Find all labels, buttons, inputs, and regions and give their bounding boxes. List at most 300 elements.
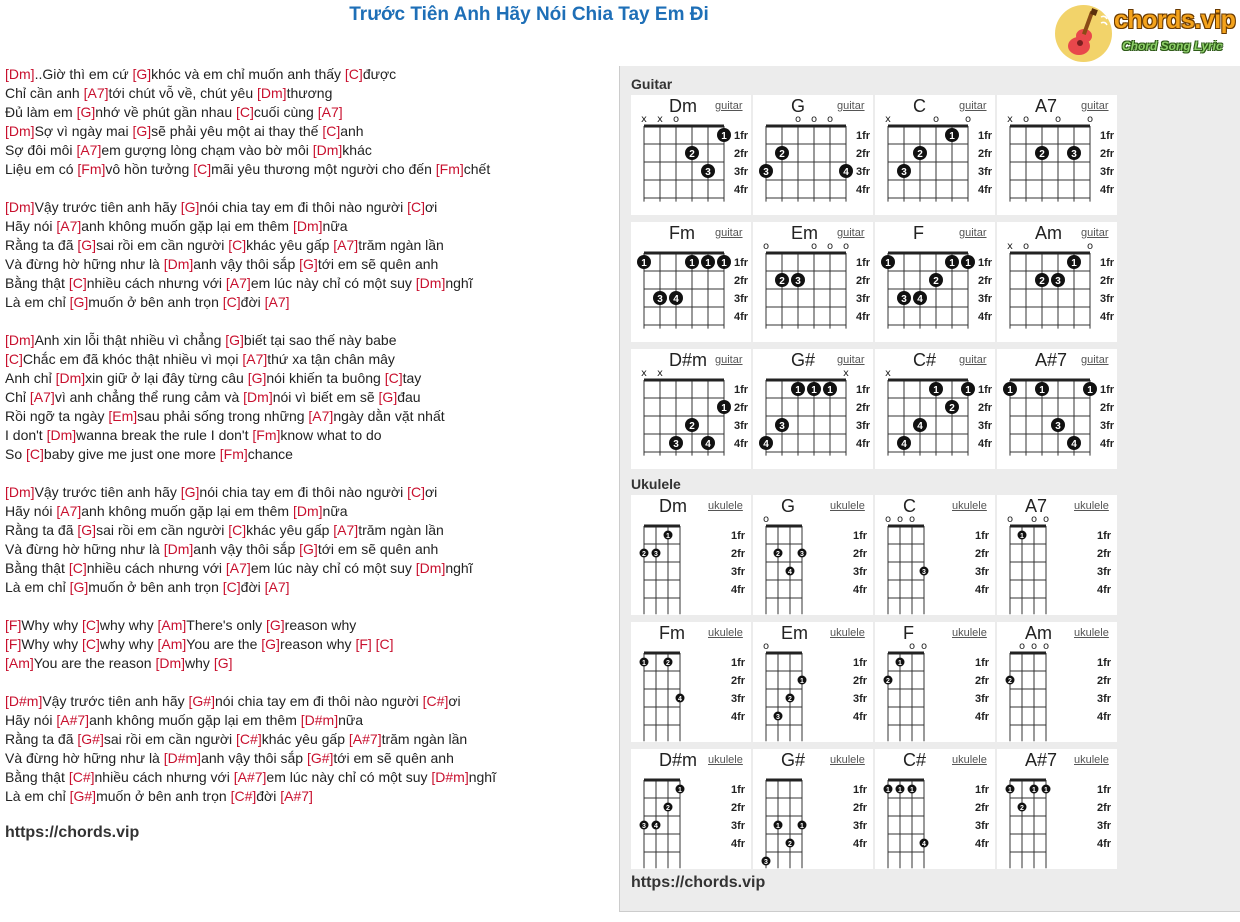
chord-tag[interactable]: [G] — [299, 256, 318, 272]
lyric-text: Hãy nói — [5, 503, 57, 519]
lyric-text: Liệu em có — [5, 161, 78, 177]
chord-chart — [753, 95, 873, 215]
lyric-line — [5, 65, 615, 84]
lyric-text: khác yêu gấp — [246, 522, 334, 538]
instrument-link[interactable]: guitar — [1081, 100, 1109, 112]
chord-diagram-dm-guitar[interactable] — [631, 95, 751, 215]
chord-tag[interactable]: [Dm] — [257, 85, 287, 101]
lyric-text: Rằng ta đã — [5, 237, 78, 253]
finger-number: 1 — [811, 385, 817, 396]
chord-tag[interactable]: [C] — [344, 66, 363, 82]
chord-tag[interactable]: [C] — [228, 522, 247, 538]
instrument-link[interactable]: ukulele — [708, 627, 743, 639]
chord-tag[interactable]: [G] — [132, 123, 152, 139]
chord-name: A#7 — [1035, 350, 1068, 370]
chord-diagram-g-guitar[interactable] — [753, 95, 873, 215]
chord-diagram-f-guitar[interactable] — [875, 222, 995, 342]
lyric-text: anh không muốn gặp lại em thêm — [81, 218, 293, 234]
chord-tag[interactable]: [C] — [407, 199, 425, 215]
chord-chart — [875, 222, 995, 342]
open-string-marker: o — [810, 241, 818, 252]
chord-tag[interactable]: [A7] — [29, 389, 55, 405]
chord-tag[interactable]: [G#] — [306, 750, 334, 766]
instrument-link[interactable]: guitar — [959, 227, 987, 239]
lyric-text: cuối cùng — [253, 104, 318, 120]
chord-tag[interactable]: [Am] — [157, 617, 187, 633]
lyric-text: nói chia tay em đi thôi nào người — [199, 484, 408, 500]
chord-chart — [997, 95, 1117, 215]
chord-chart — [997, 749, 1117, 869]
fret-label: 4fr — [975, 838, 990, 850]
chord-diagram-am-ukulele[interactable] — [997, 622, 1117, 742]
chord-tag[interactable]: [C] — [26, 446, 44, 462]
stanza-gap — [5, 179, 615, 198]
muted-string-marker: x — [641, 114, 647, 125]
instrument-link[interactable]: guitar — [715, 227, 743, 239]
muted-string-marker: x — [641, 368, 647, 379]
finger-number: 3 — [779, 421, 785, 432]
fret-label: 1fr — [856, 384, 871, 396]
instrument-link[interactable]: guitar — [1081, 354, 1109, 366]
lyric-text: why why — [99, 636, 158, 652]
instrument-link[interactable]: guitar — [715, 100, 743, 112]
chord-tag[interactable]: [D#m] — [163, 750, 202, 766]
chord-tag[interactable]: [A#7] — [56, 712, 90, 728]
lyric-text: Why why — [21, 617, 83, 633]
chord-tag[interactable]: [G] — [132, 66, 152, 82]
site-logo[interactable] — [1054, 2, 1240, 64]
chord-diagram-asharp7-ukulele[interactable] — [997, 749, 1117, 869]
chord-tag[interactable]: [Dm] — [5, 332, 35, 348]
chord-diagram-dsharpm-guitar[interactable] — [631, 349, 751, 469]
fret-label: 2fr — [978, 402, 993, 414]
finger-number: 3 — [642, 823, 646, 830]
panel-url[interactable]: https://chords.vip — [631, 874, 766, 891]
lyric-text: Và đừng hờ hững như là — [5, 541, 164, 557]
chord-diagram-em-ukulele[interactable] — [753, 622, 873, 742]
lyric-text: nói khiến ta buông — [266, 370, 385, 386]
open-string-marker: o — [884, 514, 892, 525]
chord-name: G — [781, 496, 796, 516]
chord-chart — [631, 95, 751, 215]
chord-tag[interactable]: [C] — [5, 351, 23, 367]
finger-number: 3 — [1055, 276, 1061, 287]
finger-number: 2 — [788, 841, 792, 848]
lyric-text: Và đừng hờ hững như là — [5, 256, 164, 272]
chord-diagram-c-ukulele[interactable] — [875, 495, 995, 615]
chord-diagram-f-ukulele[interactable] — [875, 622, 995, 742]
lyric-text: Đủ làm em — [5, 104, 77, 120]
fret-label: 1fr — [731, 530, 746, 542]
chord-diagram-c-guitar[interactable] — [875, 95, 995, 215]
chord-chart — [753, 349, 873, 469]
finger-number: 3 — [795, 276, 801, 287]
lyric-text: anh — [340, 123, 364, 139]
chord-tag[interactable]: [A7] — [317, 104, 343, 120]
finger-number: 4 — [917, 294, 923, 305]
chord-diagram-gsharp-ukulele[interactable] — [753, 749, 873, 869]
fret-label: 3fr — [1100, 166, 1115, 178]
fret-label: 1fr — [978, 130, 993, 142]
chord-tag[interactable]: [G] — [247, 370, 267, 386]
lyric-line — [5, 331, 615, 350]
chord-tag[interactable]: [C#] — [236, 731, 262, 747]
stanza-gap — [5, 673, 615, 692]
lyric-text: Hãy nói — [5, 712, 57, 728]
instrument-link[interactable]: ukulele — [1074, 754, 1109, 766]
lyric-line — [5, 654, 615, 673]
lyric-line — [5, 635, 615, 654]
chord-tag[interactable]: [Dm] — [5, 484, 35, 500]
chord-name: F — [913, 223, 924, 243]
chord-tag[interactable]: [C] — [193, 161, 212, 177]
ukulele-heading: Ukulele — [631, 476, 681, 492]
fret-label: 1fr — [1097, 657, 1112, 669]
chord-name: C — [903, 496, 916, 516]
lyric-text: xin giữ ở lại đây từng câu — [85, 370, 248, 386]
chord-tag[interactable]: [A7] — [308, 408, 334, 424]
lyric-line — [5, 160, 615, 179]
finger-number: 1 — [795, 385, 801, 396]
chord-tag[interactable]: [Dm] — [5, 66, 35, 82]
fret-label: 4fr — [1097, 584, 1112, 596]
lyric-line — [5, 768, 615, 787]
chord-tag[interactable]: [Dm] — [5, 199, 35, 215]
instrument-link[interactable]: ukulele — [708, 754, 743, 766]
chord-tag[interactable]: [C] — [222, 294, 241, 310]
chord-tag[interactable]: [Dm] — [55, 370, 86, 386]
muted-string-marker: x — [1007, 241, 1013, 252]
fret-label: 1fr — [856, 257, 871, 269]
lyric-text: why why — [99, 617, 158, 633]
fret-label: 4fr — [1097, 711, 1112, 723]
instrument-link[interactable]: guitar — [837, 354, 865, 366]
chord-tag[interactable]: [C] — [82, 617, 100, 633]
chord-chart — [875, 349, 995, 469]
fret-label: 1fr — [731, 784, 746, 796]
chord-tag[interactable]: [G] — [77, 237, 97, 253]
fret-label: 4fr — [853, 838, 868, 850]
chord-tag[interactable]: [C] — [82, 636, 100, 652]
finger-number: 1 — [1032, 787, 1036, 794]
fret-label: 3fr — [734, 166, 749, 178]
chord-tag[interactable]: [C] — [407, 484, 425, 500]
chord-tag[interactable]: [A7] — [56, 218, 82, 234]
fret-label: 3fr — [975, 820, 990, 832]
chord-tag[interactable]: [A7] — [333, 522, 359, 538]
fret-label: 3fr — [1097, 820, 1112, 832]
finger-number: 1 — [827, 385, 833, 396]
chord-name: A7 — [1025, 496, 1048, 516]
chord-tag[interactable]: [F] — [355, 636, 372, 652]
chord-chart — [753, 495, 873, 615]
chord-tag[interactable]: [Dm] — [415, 275, 446, 291]
open-string-marker: o — [1022, 241, 1030, 252]
chord-chart — [631, 349, 751, 469]
fret-label: 1fr — [1100, 384, 1115, 396]
chord-tag[interactable]: [G] — [180, 484, 200, 500]
chord-diagram-a7-guitar[interactable] — [997, 95, 1117, 215]
instrument-link[interactable]: ukulele — [708, 500, 743, 512]
chord-tag[interactable]: [Fm] — [219, 446, 248, 462]
lyric-text: Hãy nói — [5, 218, 57, 234]
chord-tag[interactable]: [D#m] — [300, 712, 339, 728]
fret-label: 1fr — [1097, 530, 1112, 542]
chord-diagram-gsharp-guitar[interactable] — [753, 349, 873, 469]
fret-label: 4fr — [731, 584, 746, 596]
instrument-link[interactable]: ukulele — [952, 500, 987, 512]
chord-tag[interactable]: [G] — [69, 294, 89, 310]
chord-tag[interactable]: [A#7] — [233, 769, 267, 785]
finger-number: 1 — [898, 787, 902, 794]
chord-tag[interactable]: [Dm] — [415, 560, 446, 576]
finger-number: 1 — [1071, 258, 1077, 269]
fret-label: 3fr — [1097, 566, 1112, 578]
chord-diagram-dsharpm-ukulele[interactable] — [631, 749, 751, 869]
fret-label: 2fr — [978, 148, 993, 160]
chord-tag[interactable]: [Dm] — [312, 142, 343, 158]
fret-label: 4fr — [734, 438, 749, 450]
finger-number: 2 — [917, 149, 923, 160]
chord-tag[interactable]: [F] — [5, 636, 22, 652]
lyric-text: tới em sẽ quên anh — [317, 541, 439, 557]
lyric-text: đời — [240, 579, 265, 595]
chord-tag[interactable]: [A#7] — [348, 731, 382, 747]
chord-tag[interactable]: [C] — [236, 104, 254, 120]
lyric-line — [5, 369, 615, 388]
finger-number: 1 — [933, 385, 939, 396]
instrument-link[interactable]: ukulele — [952, 627, 987, 639]
chord-tag[interactable]: [G] — [225, 332, 244, 348]
chord-tag[interactable]: [Em] — [108, 408, 138, 424]
chord-diagram-am-guitar[interactable] — [997, 222, 1117, 342]
finger-number: 3 — [763, 167, 769, 178]
fret-label: 1fr — [734, 257, 749, 269]
lyric-text: thương — [286, 85, 333, 101]
lyric-text: anh vậy thôi sắp — [201, 750, 307, 766]
chord-tag[interactable]: [A7] — [225, 560, 251, 576]
lyric-text: Rằng ta đã — [5, 522, 78, 538]
chord-tag[interactable]: [G] — [299, 541, 318, 557]
chord-tag[interactable]: [G] — [69, 579, 89, 595]
finger-number: 3 — [922, 569, 926, 576]
chord-tag[interactable]: [G] — [76, 104, 96, 120]
finger-number: 3 — [901, 294, 907, 305]
chord-tag[interactable]: [A7] — [264, 294, 290, 310]
fret-label: 2fr — [731, 802, 746, 814]
chord-tag[interactable]: [C#] — [230, 788, 257, 804]
lyric-text: tay — [402, 370, 422, 386]
chord-tag[interactable]: [C] — [375, 636, 394, 652]
chord-name: F — [903, 623, 914, 643]
lyric-text: sai rồi em cần người — [96, 237, 229, 253]
chord-tag[interactable]: [C] — [222, 579, 241, 595]
lyric-text: Bằng thật — [5, 275, 69, 291]
chord-diagram-fm-guitar[interactable] — [631, 222, 751, 342]
finger-number: 2 — [949, 403, 955, 414]
chord-tag[interactable]: [A7] — [333, 237, 359, 253]
chord-diagram-csharp-guitar[interactable] — [875, 349, 995, 469]
lyric-text: Why why — [21, 636, 83, 652]
fret-label: 3fr — [856, 420, 871, 432]
chord-diagram-a7-ukulele[interactable] — [997, 495, 1117, 615]
chord-diagram-dm-ukulele[interactable] — [631, 495, 751, 615]
chord-chart — [753, 622, 873, 742]
fret-label: 1fr — [1100, 257, 1115, 269]
lyric-line — [5, 122, 615, 141]
chord-name: Am — [1035, 223, 1062, 243]
chord-tag[interactable]: [D#m] — [431, 769, 469, 785]
lyric-line — [5, 350, 615, 369]
fret-label: 1fr — [734, 130, 749, 142]
fret-label: 4fr — [1100, 438, 1115, 450]
lyric-line — [5, 293, 615, 312]
chord-diagram-asharp7-guitar[interactable] — [997, 349, 1117, 469]
lyric-text: Vậy trước tiên anh hãy — [34, 199, 181, 215]
instrument-link[interactable]: ukulele — [830, 754, 865, 766]
chord-tag[interactable]: [A7] — [56, 503, 82, 519]
chord-name: Dm — [659, 496, 687, 516]
chord-tag[interactable]: [Dm] — [243, 389, 273, 405]
chord-tag[interactable]: [Dm] — [46, 427, 77, 443]
chord-tag[interactable]: [G#] — [77, 731, 104, 747]
fret-label: 3fr — [853, 693, 868, 705]
open-string-marker: o — [1042, 641, 1050, 652]
fret-label: 3fr — [1100, 420, 1115, 432]
chord-tag[interactable]: [C] — [384, 370, 403, 386]
chord-tag[interactable]: [Fm] — [435, 161, 464, 177]
lyric-line — [5, 426, 615, 445]
fret-label: 4fr — [975, 711, 990, 723]
instrument-link[interactable]: ukulele — [1074, 627, 1109, 639]
lyric-text: khác yêu gấp — [261, 731, 349, 747]
fret-label: 2fr — [856, 275, 871, 287]
chord-tag[interactable]: [A7] — [242, 351, 268, 367]
chord-tag[interactable]: [Dm] — [163, 256, 194, 272]
fret-label: 2fr — [1097, 548, 1112, 560]
instrument-link[interactable]: guitar — [715, 354, 743, 366]
instrument-link[interactable]: guitar — [959, 100, 987, 112]
lyric-text: know what to do — [280, 427, 382, 443]
chord-tag[interactable]: [Dm] — [5, 123, 35, 139]
lyric-text: sai rồi em cần người — [103, 731, 237, 747]
chord-tag[interactable]: [Fm] — [77, 161, 106, 177]
chord-tag[interactable]: [C] — [322, 123, 341, 139]
chord-tag[interactable]: [G] — [266, 617, 285, 633]
chord-tag[interactable]: [C#] — [68, 769, 95, 785]
chord-name: Em — [791, 223, 818, 243]
lyric-text: why — [185, 655, 214, 671]
lyric-text: Là em chỉ — [5, 579, 70, 595]
finger-number: 3 — [1055, 421, 1061, 432]
finger-number: 4 — [917, 421, 923, 432]
lyric-line — [5, 407, 615, 426]
open-string-marker: o — [1006, 514, 1014, 525]
chord-tag[interactable]: [Am] — [157, 636, 187, 652]
lyric-text: So — [5, 446, 27, 462]
chord-tag[interactable]: [G] — [180, 199, 200, 215]
finger-number: 3 — [1071, 149, 1077, 160]
chord-tag[interactable]: [G#] — [188, 693, 215, 709]
chord-tag[interactable]: [C] — [68, 275, 87, 291]
lyric-text: You are the — [186, 636, 262, 652]
chord-diagram-em-guitar[interactable] — [753, 222, 873, 342]
fret-label: 1fr — [856, 130, 871, 142]
chord-tag[interactable]: [G] — [77, 522, 97, 538]
chord-tag[interactable]: [A#7] — [280, 788, 313, 804]
muted-string-marker: x — [843, 368, 849, 379]
instrument-link[interactable]: guitar — [837, 227, 865, 239]
chord-tag[interactable]: [A7] — [76, 142, 102, 158]
finger-number: 4 — [673, 294, 679, 305]
fret-label: 3fr — [853, 820, 868, 832]
finger-number: 1 — [965, 258, 971, 269]
chord-tag[interactable]: [C] — [68, 560, 87, 576]
instrument-link[interactable]: ukulele — [830, 500, 865, 512]
chord-tag[interactable]: [A7] — [264, 579, 290, 595]
chord-tag[interactable]: [A7] — [83, 85, 109, 101]
lyric-text: Và đừng hờ hững như là — [5, 750, 164, 766]
instrument-link[interactable]: guitar — [837, 100, 865, 112]
muted-string-marker: x — [1007, 114, 1013, 125]
chord-tag[interactable]: [G] — [378, 389, 398, 405]
fret-label: 2fr — [853, 548, 868, 560]
fret-label: 3fr — [734, 293, 749, 305]
chord-tag[interactable]: [G] — [213, 655, 233, 671]
chord-name: G# — [781, 750, 806, 770]
chord-diagram-fm-ukulele[interactable] — [631, 622, 751, 742]
chord-tag[interactable]: [Dm] — [292, 218, 323, 234]
open-string-marker: o — [1054, 114, 1062, 125]
lyric-text: nói chia tay em đi thôi nào người — [199, 199, 408, 215]
chord-tag[interactable]: [Dm] — [155, 655, 186, 671]
lyric-text: em gượng lòng chạm vào bờ môi — [101, 142, 313, 158]
chord-tag[interactable]: [A7] — [225, 275, 251, 291]
chord-tag[interactable]: [Dm] — [292, 503, 323, 519]
site-url[interactable]: https://chords.vip — [5, 824, 140, 841]
lyric-line — [5, 445, 615, 464]
chord-tag[interactable]: [C#] — [422, 693, 449, 709]
chord-tag[interactable]: [Fm] — [252, 427, 281, 443]
chord-tag[interactable]: [D#m] — [5, 693, 43, 709]
instrument-link[interactable]: guitar — [1081, 227, 1109, 239]
instrument-link[interactable]: ukulele — [1074, 500, 1109, 512]
chord-tag[interactable]: [Dm] — [163, 541, 194, 557]
finger-number: 2 — [779, 149, 785, 160]
instrument-link[interactable]: ukulele — [952, 754, 987, 766]
chord-tag[interactable]: [G] — [261, 636, 280, 652]
finger-number: 1 — [1087, 385, 1093, 396]
fret-label: 2fr — [975, 802, 990, 814]
lyric-text: thứ xa tận chân mây — [267, 351, 395, 367]
chord-tag[interactable]: [G#] — [69, 788, 97, 804]
fret-label: 2fr — [731, 548, 746, 560]
lyric-text: nói chia tay em đi thôi nào người — [215, 693, 423, 709]
chord-diagram-csharp-ukulele[interactable] — [875, 749, 995, 869]
open-string-marker: o — [932, 114, 940, 125]
chord-diagram-g-ukulele[interactable] — [753, 495, 873, 615]
chord-chart — [875, 622, 995, 742]
lyric-text: nhớ về phút gần nhau — [95, 104, 236, 120]
instrument-link[interactable]: ukulele — [830, 627, 865, 639]
finger-number: 1 — [689, 258, 695, 269]
lyric-text: khác — [342, 142, 372, 158]
instrument-link[interactable]: guitar — [959, 354, 987, 366]
chord-tag[interactable]: [Am] — [5, 655, 34, 671]
chord-tag[interactable]: [F] — [5, 617, 22, 633]
finger-number: 3 — [764, 859, 768, 866]
chord-tag[interactable]: [C] — [228, 237, 247, 253]
